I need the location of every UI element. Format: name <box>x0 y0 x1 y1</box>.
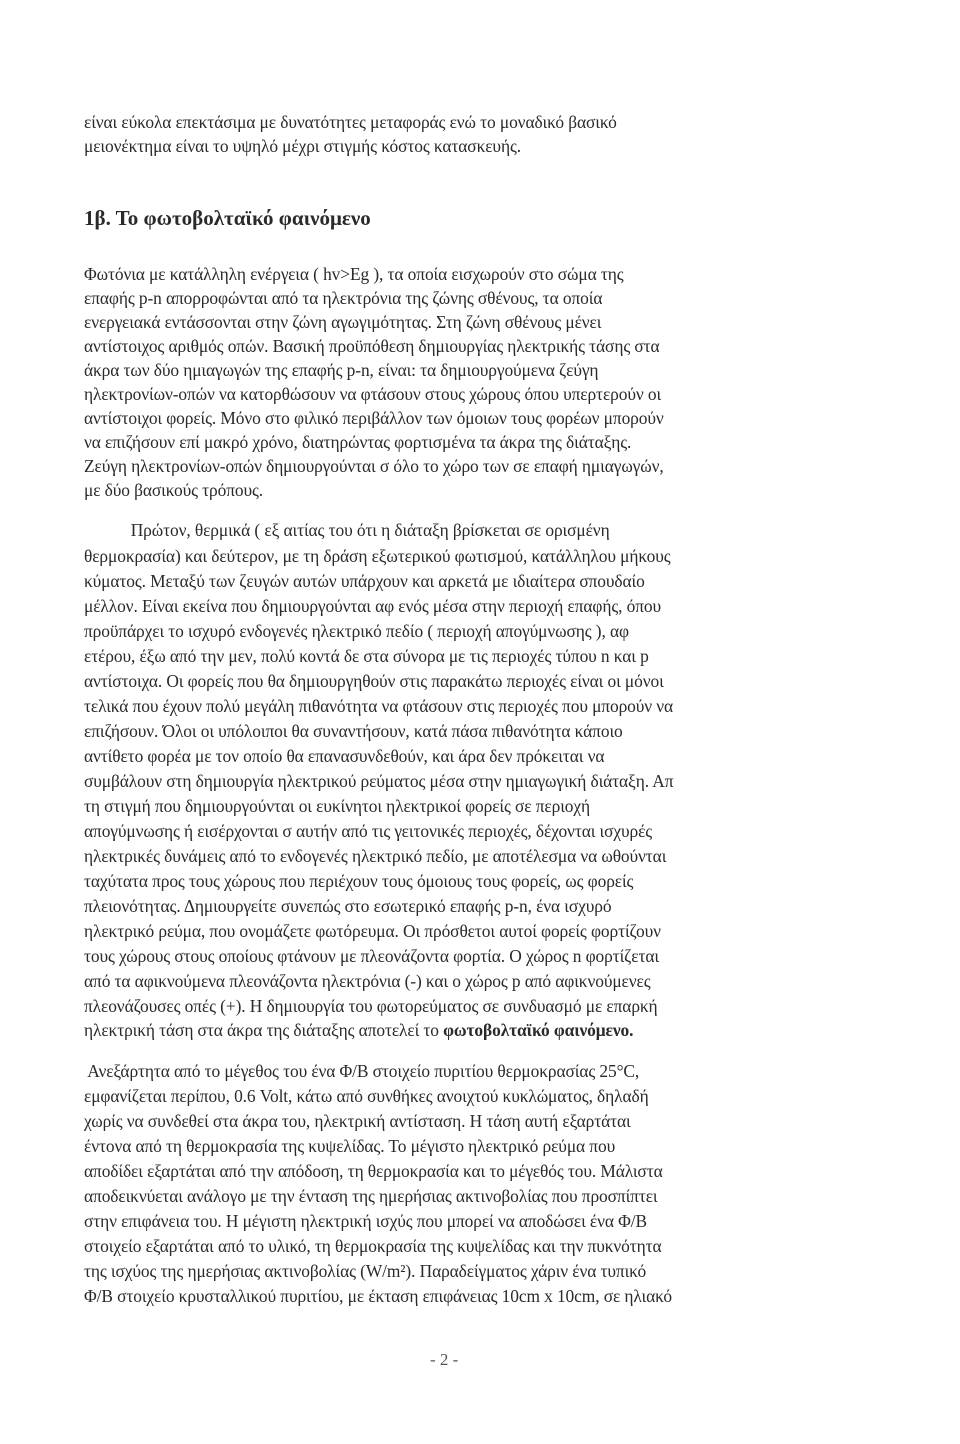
paragraph2-line: αντίστοιχα. Οι φορείς που θα δημιουργηθούν στις παρακάτω περιοχές είναι οι μόνοι <box>84 671 664 691</box>
paragraph1-line: Ζεύγη ηλεκτρονίων-οπών δημιουργούνται σ όλο το χώρο των σε επαφή ημιαγωγών, <box>84 456 664 476</box>
paragraph2-line: από τα αφικνούμενα πλεονάζοντα ηλεκτρόνια (-) και ο χώρος p από αφικνούμενες <box>84 971 651 991</box>
paragraph2-line: τους χώρους στους οποίους φτάνουν με πλεονάζοντα φορτία. Ο χώρος n φορτίζεται <box>84 946 659 966</box>
paragraph3-line: στην επιφάνεια του. Η μέγιστη ηλεκτρική ισχύς που μπορεί να αποδώσει ένα Φ/Β <box>84 1211 647 1231</box>
paragraph1-line: άκρα των δύο ημιαγωγών της επαφής p-n, είναι: τα δημιουργούμενα ζεύγη <box>84 360 599 380</box>
paragraph3-line: χωρίς να συνδεθεί στα άκρα του, ηλεκτρική αντίσταση. Η τάση αυτή εξαρτάται <box>84 1111 631 1131</box>
paragraph3-line: αποδίδει εξαρτάται από την απόδοση, τη θερμοκρασία και το μέγεθός του. Μάλιστα <box>84 1161 663 1181</box>
paragraph2-line: προϋπάρχει το ισχυρό ενδογενές ηλεκτρικό πεδίο ( περιοχή απογύμνωσης ), αφ <box>84 621 629 641</box>
intro-line: είναι εύκολα επεκτάσιμα με δυνατότητες μεταφοράς ενώ το μοναδικό βασικό <box>84 112 617 132</box>
page-number: - 2 - <box>430 1350 459 1369</box>
paragraph2-line: τελικά που έχουν πολύ μεγάλη πιθανότητα να φτάσουν στις περιοχές που μπορούν να <box>84 696 674 716</box>
paragraph2-line: ηλεκτρικό ρεύμα, που ονομάζετε φωτόρευμα. Οι πρόσθετοι αυτοί φορείς φορτίζουν <box>84 921 661 941</box>
paragraph2-line: κύματος. Μεταξύ των ζευγών αυτών υπάρχουν και αρκετά με ιδιαίτερα σπουδαίο <box>84 571 645 591</box>
paragraph3-line: της ισχύος της ημερήσιας ακτινοβολίας (W/m²). Παραδείγματος χάριν ένα τυπικό <box>84 1261 647 1281</box>
paragraph2-line: συμβάλουν στη δημιουργία ηλεκτρικού ρεύματος μέσα στην ημιαγωγική διάταξη. Απ <box>84 771 674 791</box>
paragraph3-line: Φ/Β στοιχείο κρυσταλλικού πυριτίου, με έκταση επιφάνειας 10cm x 10cm, σε ηλιακό <box>84 1286 673 1306</box>
paragraph2-line: θερμοκρασία) και δεύτερον, με τη δράση εξωτερικού φωτισμού, κατάλληλου μήκους <box>84 546 671 566</box>
paragraph2-line: Πρώτον, θερμικά ( εξ αιτίας του ότι η διάταξη βρίσκεται σε ορισμένη <box>84 520 610 540</box>
paragraph2-line: ηλεκτρικές δυνάμεις από το ενδογενές ηλεκτρικό πεδίο, με αποτέλεσμα να ωθούνται <box>84 846 667 866</box>
paragraph2-line: αντίθετο φορέα με τον οποίο θα επανασυνδεθούν, και άρα δεν πρόκειται να <box>84 746 605 766</box>
paragraph1-line: να επιζήσουν επί μακρό χρόνο, διατηρώντας φορτισμένα τα άκρα της διάταξης. <box>84 432 632 452</box>
paragraph2-line: πλεονάζουσες οπές (+). Η δημιουργία του φωτορεύματος σε συνδυασμό με επαρκή <box>84 996 658 1016</box>
paragraph2-line: επιζήσουν. Όλοι οι υπόλοιποι θα συναντήσουν, κατά πάσα πιθανότητα κάποιο <box>84 721 623 741</box>
paragraph2-last-line <box>84 1022 633 1039</box>
paragraph1-line: με δύο βασικούς τρόπους. <box>84 480 264 500</box>
section-heading: 1β. Το φωτοβολταϊκό φαινόμενο <box>84 206 371 230</box>
paragraph2-line: μέλλον. Είναι εκείνα που δημιουργούνται αφ ενός μέσα στην περιοχή επαφής, όπου <box>84 596 662 616</box>
paragraph3-line: έντονα από τη θερμοκρασία της κυψελίδας. Το μέγιστο ηλεκτρικό ρεύμα που <box>84 1136 616 1156</box>
paragraph2-line: πλειονότητας. Δημιουργείτε συνεπώς στο εσωτερικό επαφής p-n, ένα ισχυρό <box>84 896 612 916</box>
paragraph3-line: στοιχείο εξαρτάται από το υλικό, τη θερμοκρασία της κυψελίδας και την πυκνότητα <box>84 1236 662 1256</box>
paragraph2-line: ετέρου, έξω από την μεν, πολύ κοντά δε στα σύνορα με τις περιοχές τύπου n και p <box>84 646 649 666</box>
paragraph1-line: Φωτόνια με κατάλληλη ενέργεια ( hv>Eg ), τα οποία εισχωρούν στο σώμα της <box>84 264 624 284</box>
key-term-bold: φωτοβολταϊκό φαινόμενο. <box>443 1020 634 1040</box>
paragraph2-line: τη στιγμή που δημιουργούνται οι ευκίνητοι ηλεκτρικοί φορείς σε περιοχή <box>84 796 590 816</box>
paragraph1-line: ηλεκτρονίων-οπών να κατορθώσουν να φτάσουν στους χώρους όπου υπερτερούν οι <box>84 384 662 404</box>
paragraph1-line: αντίστοιχος αριθμός οπών. Βασική προϋπόθεση δημιουργίας ηλεκτρικής τάσης στα <box>84 336 660 356</box>
paragraph3-line: Ανεξάρτητα από το μέγεθος του ένα Φ/Β στοιχείο πυριτίου θερμοκρασίας 25°C, <box>84 1061 640 1081</box>
paragraph3-line: αποδεικνύεται ανάλογο με την ένταση της ημερήσιας ακτινοβολίας που προσπίπτει <box>84 1186 658 1206</box>
paragraph1-line: επαφής p-n απορροφώνται από τα ηλεκτρόνια της ζώνης σθένους, τα οποία <box>84 288 603 308</box>
paragraph2-line: ταχύτατα προς τους χώρους που περιέχουν τους όμοιους τους φορείς, ως φορείς <box>84 871 634 891</box>
paragraph2-line: απογύμνωσης ή εισέρχονται σ αυτήν από τις γειτονικές περιοχές, δέχονται ισχυρές <box>84 821 653 841</box>
paragraph1-line: ενεργειακά εντάσσονται στην ζώνη αγωγιμότητας. Στη ζώνη σθένους μένει <box>84 312 602 332</box>
intro-line: μειονέκτημα είναι το υψηλό μέχρι στιγμής κόστος κατασκευής. <box>84 136 521 156</box>
paragraph1-line: αντίστοιχοι φορείς. Μόνο στο φιλικό περιβάλλον των όμοιων τους φορέων μπορούν <box>84 408 664 428</box>
paragraph3-line: εμφανίζεται περίπου, 0.6 Volt, κάτω από συνθήκες ανοιχτού κυκλώματος, δηλαδή <box>84 1086 649 1106</box>
paragraph2-last-text: ηλεκτρική τάση στα άκρα της διάταξης αποτελεί το <box>84 1020 444 1040</box>
